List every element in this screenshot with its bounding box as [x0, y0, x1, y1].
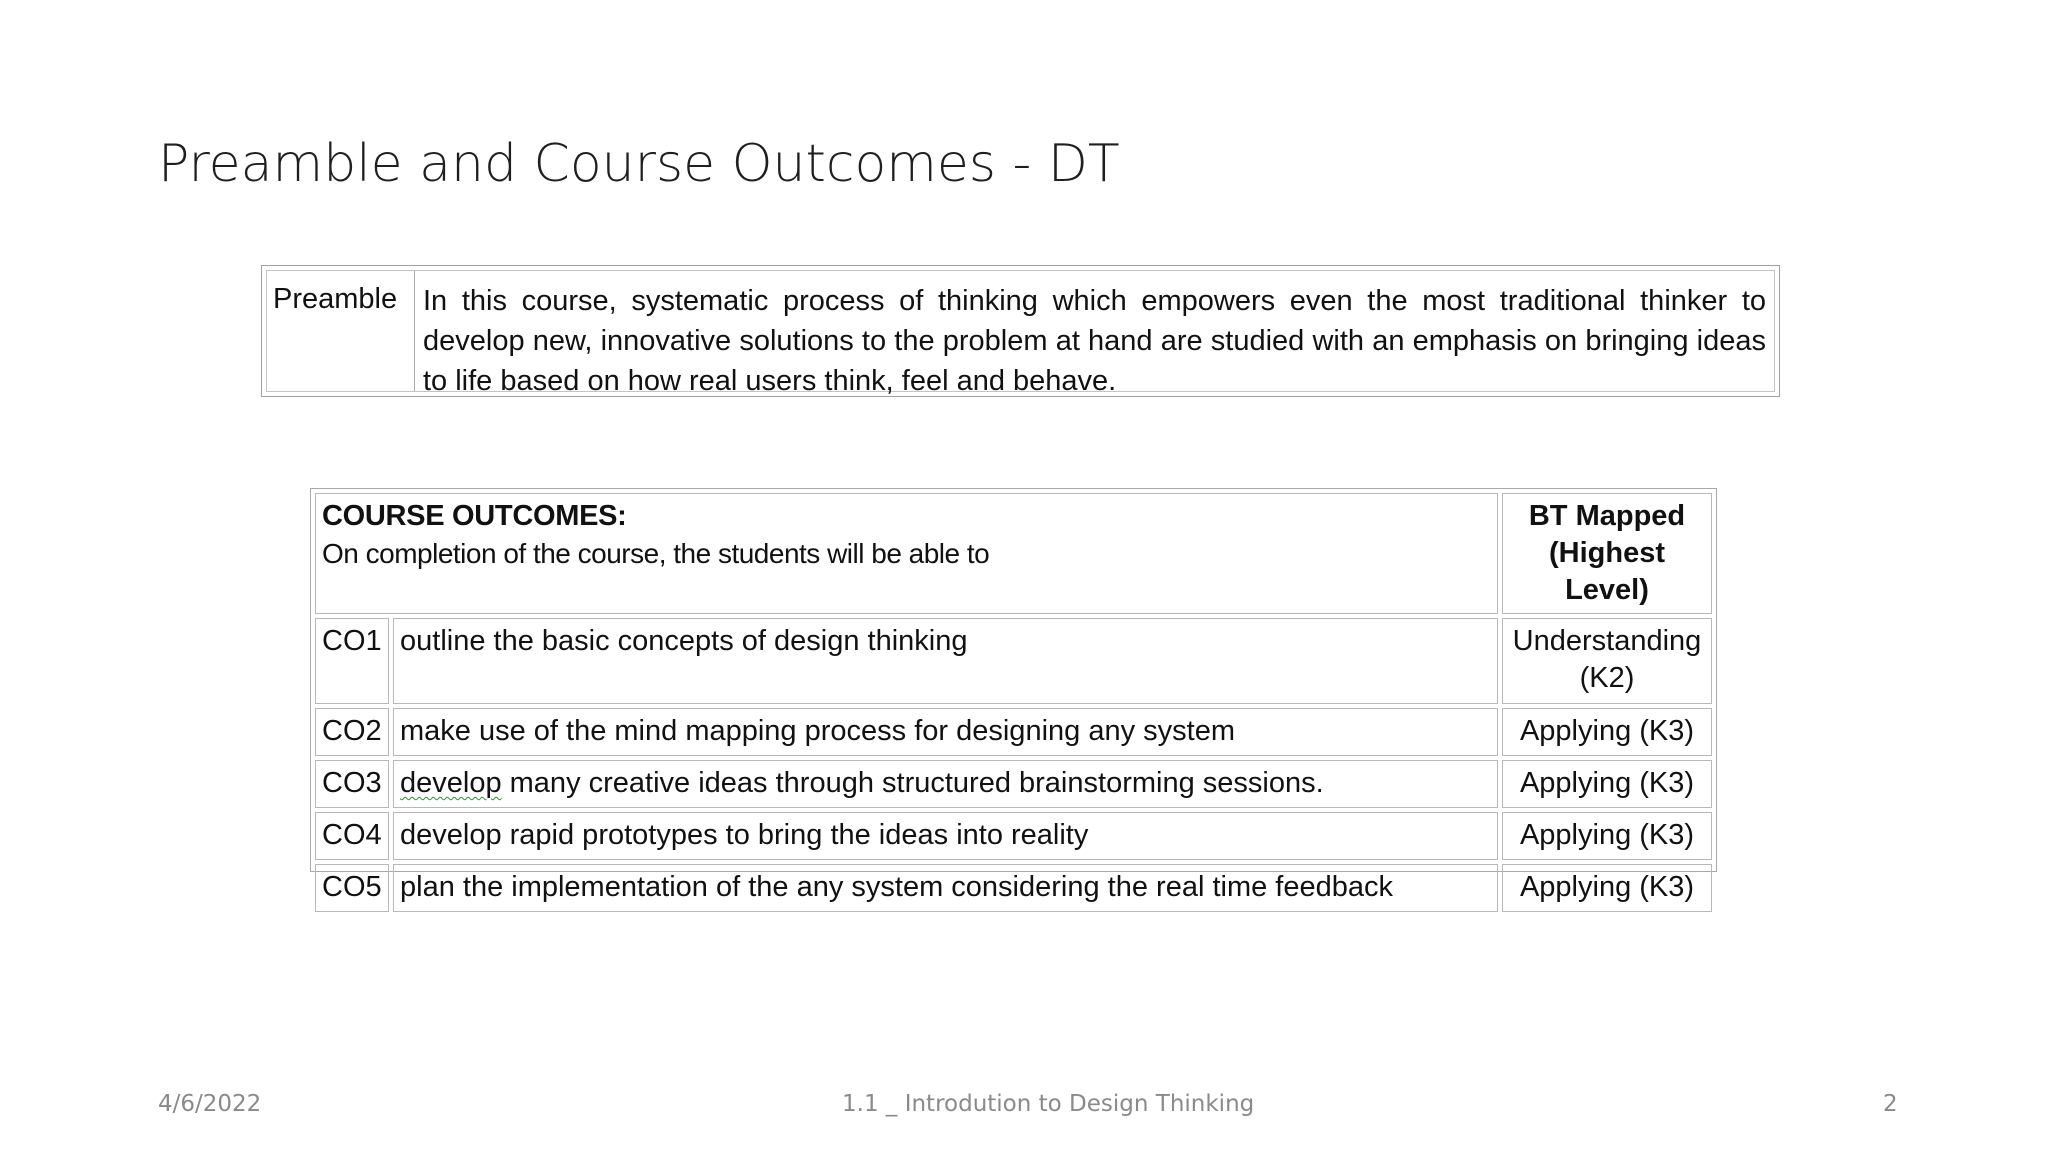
bt-mapped-header [1502, 493, 1712, 614]
slide-title: Preamble and Course Outcomes - DT [158, 134, 1120, 194]
co-id: CO3 [315, 760, 389, 808]
table-row [315, 618, 1712, 704]
footer-date: 4/6/2022 [158, 1091, 262, 1117]
preamble-table [261, 265, 1780, 397]
table-row [315, 864, 1712, 912]
outcomes-header-subtitle: On completion of the course, the students will be able to [322, 538, 990, 569]
table-row [315, 708, 1712, 756]
co-id: CO2 [315, 708, 389, 756]
course-outcomes-table [310, 488, 1717, 903]
outcomes-header-row [315, 493, 1712, 614]
preamble-text: In this course, systematic process of thinking which empowers even the most traditional thinker to develop new, innovative solutions to the problem at hand are studied with an emphasis on bringing ideas to life based on how real users think, feel and behave. [423, 285, 1766, 397]
table-row [315, 760, 1712, 808]
bt-header-line1: BT Mapped [1528, 500, 1686, 532]
outcomes-header-title: COURSE OUTCOMES: [322, 500, 627, 532]
footer-title: 1.1 _ Introdution to Design Thinking [842, 1091, 1255, 1117]
co-level-line2: (K2) [1579, 662, 1635, 694]
co-id: CO5 [315, 864, 389, 912]
co-level [1502, 618, 1712, 704]
co-level-line1: Understanding [1512, 625, 1702, 657]
co-text: plan the implementation of the any system considering the real time feedback [393, 864, 1498, 912]
co-level: Applying (K3) [1502, 760, 1712, 808]
co-text [393, 760, 1498, 808]
table-row [315, 812, 1712, 860]
co-text: outline the basic concepts of design thinking [393, 618, 1498, 704]
bt-header-line2: (Highest Level) [1549, 537, 1665, 606]
co-level: Applying (K3) [1502, 864, 1712, 912]
co-text-rest: many creative ideas through structured brainstorming sessions. [501, 767, 1324, 799]
outcomes-header-cell [315, 493, 1498, 614]
co-text: make use of the mind mapping process for designing any system [393, 708, 1498, 756]
co-level: Applying (K3) [1502, 812, 1712, 860]
co-text: develop rapid prototypes to bring the ideas into reality [393, 812, 1498, 860]
preamble-label: Preamble [267, 271, 415, 391]
co-level: Applying (K3) [1502, 708, 1712, 756]
spellcheck-word: develop [400, 767, 502, 799]
footer-page-number: 2 [1883, 1091, 1898, 1117]
co-id: CO4 [315, 812, 389, 860]
preamble-row [266, 270, 1775, 397]
co-id: CO1 [315, 618, 389, 704]
